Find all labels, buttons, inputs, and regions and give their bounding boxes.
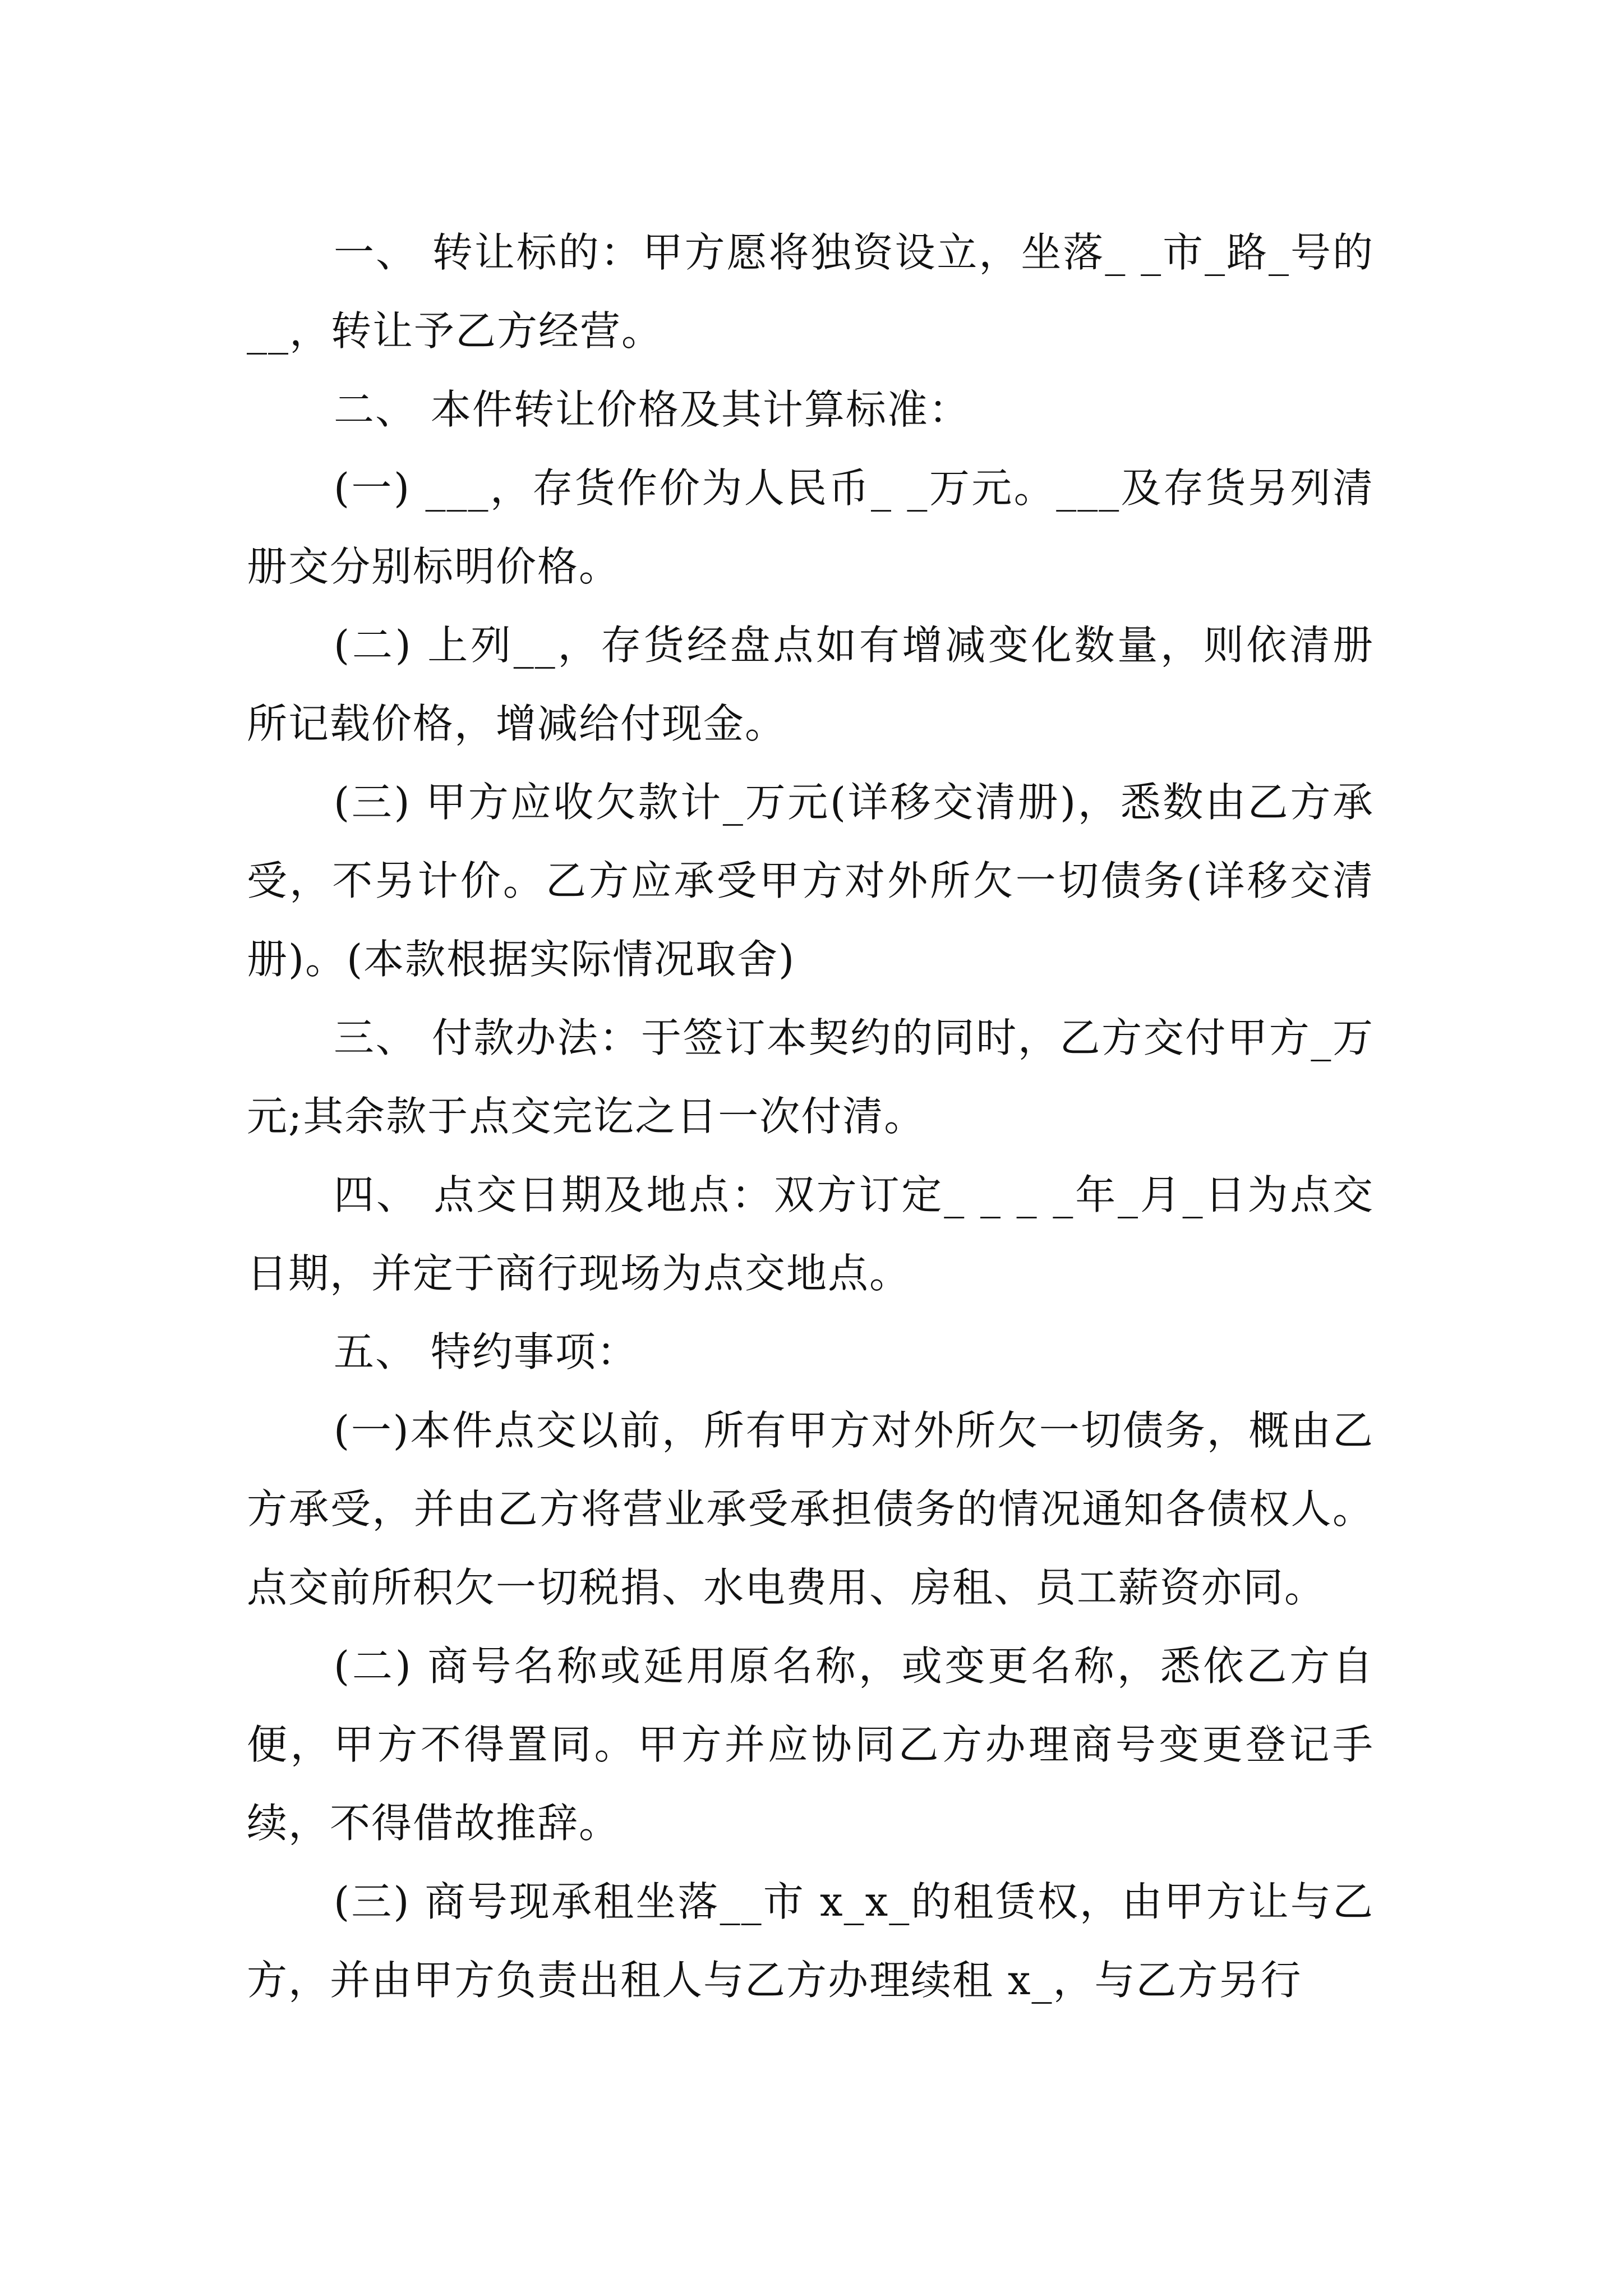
paragraph-debts: (一)本件点交以前，所有甲方对外所欠一切债务，概由乙方承受，并由乙方将营业承受承担债务的情况通知各债权人。点交前所积欠一切税捐、水电费用、房租、员工薪资亦同。 — [247, 1407, 1374, 1611]
paragraph-handover-date: 四、 点交日期及地点：双方订定_ _ _ _年_月_日为点交日期，并定于商行现场为点交地点。 — [247, 1171, 1374, 1297]
paragraph-special-terms-heading: 五、 特约事项： — [334, 1328, 638, 1375]
paragraph-lease-right: (三) 商号现承租坐落__市 x_x_的租赁权，由甲方让与乙方，并由甲方负责出租人与乙方办理续租 x_，与乙方另行 — [247, 1878, 1374, 2004]
paragraph-inventory-price: (一) ___，存货作价为人民币_ _万元。___及存货另列清册交分别标明价格。 — [247, 464, 1374, 590]
paragraph-receivables: (三) 甲方应收欠款计_万元(详移交清册)，悉数由乙方承受，不另计价。乙方应承受甲方对外所欠一切债务(详移交清册)。(本款根据实际情况取舍) — [247, 779, 1374, 983]
paragraph-inventory-adjustment: (二) 上列__，存货经盘点如有增减变化数量，则依清册所记载价格，增减给付现金。 — [247, 622, 1374, 747]
paragraph-payment-method: 三、 付款办法：于签订本契约的同时，乙方交付甲方_万元;其余款于点交完讫之日一次付清。 — [247, 1014, 1374, 1140]
document-body — [247, 213, 1374, 2019]
paragraph-price-standard: 二、 本件转让价格及其计算标准： — [334, 386, 970, 433]
paragraph-transfer-subject: 一、 转让标的：甲方愿将独资设立，坐落_ _市_路_号的__，转让予乙方经营。 — [247, 229, 1374, 355]
paragraph-business-name: (二) 商号名称或延用原名称，或变更名称，悉依乙方自便，甲方不得置同。甲方并应协同乙方办理商号变更登记手续，不得借故推辞。 — [247, 1642, 1374, 1847]
